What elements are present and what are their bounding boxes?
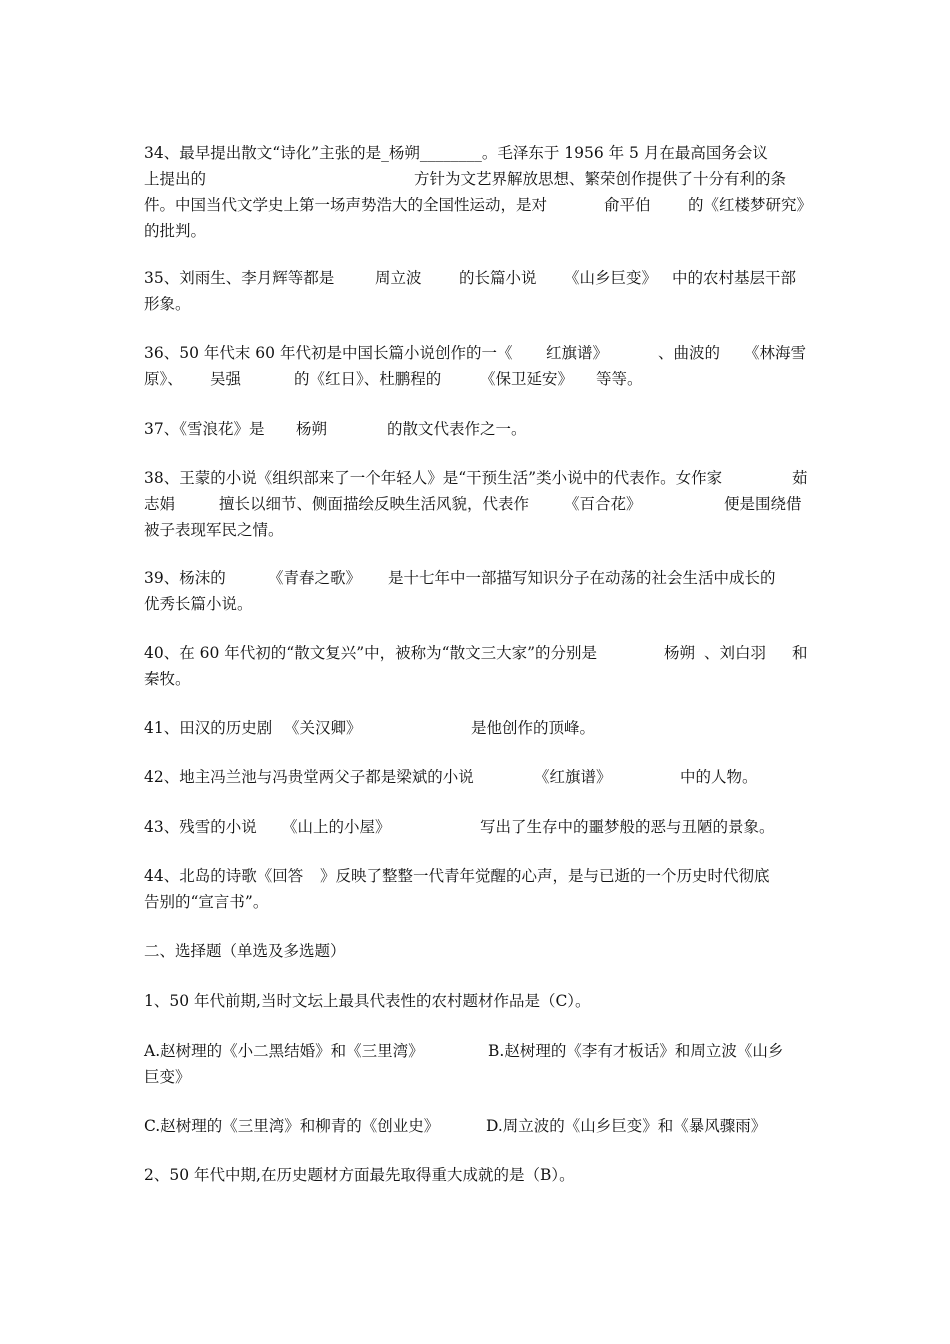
question-43 <box>144 814 808 840</box>
text: 被子表现军民之情。 <box>144 521 284 539</box>
answer-blank: 俞平伯 <box>604 196 651 214</box>
line <box>144 517 808 543</box>
line <box>144 814 808 840</box>
text: 、曲波的 <box>658 344 721 362</box>
text: 41、田汉的历史剧 <box>144 719 273 737</box>
option-a: A.赵树理的《小二黑结婚》和《三里湾》 <box>144 1042 424 1060</box>
text: 擅长以细节、侧面描绘反映生活风貌，代表作 <box>219 495 530 513</box>
question-34 <box>144 140 813 244</box>
line <box>144 366 808 392</box>
text: 的批判。 <box>144 222 207 240</box>
question-35 <box>144 265 808 317</box>
text: 便是围绕借 <box>724 495 802 513</box>
answer-blank: 杨朔 <box>664 644 696 662</box>
text: 优秀长篇小说。 <box>144 595 253 613</box>
line <box>144 889 808 915</box>
section-heading <box>144 938 808 964</box>
answer-blank: 《山乡巨变》 <box>564 269 658 287</box>
mc-question-2 <box>144 1162 808 1188</box>
line <box>144 265 808 291</box>
line <box>144 416 808 442</box>
answer-blank: 《红旗谱》 <box>534 768 612 786</box>
text: 的《红楼梦研究》 <box>688 196 813 214</box>
line <box>144 1064 808 1090</box>
text: 44、北岛的诗歌《回答 <box>144 867 304 885</box>
text: 38、王蒙的小说《组织部来了一个年轻人》是“干预生活”类小说中的代表作。女作家 <box>144 469 723 487</box>
option-b-continued: 巨变》 <box>144 1068 191 1086</box>
line <box>144 1038 808 1064</box>
text: 原》、 <box>144 370 183 388</box>
line <box>144 218 808 244</box>
answer-blank: 、刘白羽 <box>704 644 767 662</box>
line <box>144 340 808 366</box>
line <box>144 291 808 317</box>
text: 40、在 60 年代初的“散文复兴”中，被称为“散文三大家”的分别是 <box>144 644 597 662</box>
text: 形象。 <box>144 295 191 313</box>
line <box>144 166 808 192</box>
answer-blank: 《山上的小屋》 <box>282 818 391 836</box>
text: 中的农村基层干部 <box>672 269 797 287</box>
text: 的散文代表作之一。 <box>387 420 527 438</box>
line <box>144 465 808 491</box>
text: 42、地主冯兰池与冯贵堂两父子都是梁斌的小说 <box>144 768 474 786</box>
option-b: B.赵树理的《李有才板话》和周立波《山乡 <box>488 1042 784 1060</box>
line <box>144 565 808 591</box>
line <box>144 863 808 889</box>
line <box>144 1162 808 1188</box>
question-text: 2、50 年代中期,在历史题材方面最先取得重大成就的是（B）。 <box>144 1166 575 1184</box>
text: 》反映了整整一代青年觉醒的心声，是与已逝的一个历史时代彻底 <box>320 867 770 885</box>
answer-blank: 杨朔 <box>296 420 328 438</box>
answer-blank: 茹 <box>792 469 808 487</box>
answer-blank: 周立波 <box>375 269 422 287</box>
line <box>144 666 808 692</box>
text: 方针为文艺界解放思想、繁荣创作提供了十分有利的条 <box>414 170 787 188</box>
text: 告别的“宣言书”。 <box>144 893 269 911</box>
answer-blank: 吴强 <box>210 370 242 388</box>
text: 上提出的 <box>144 170 207 188</box>
question-37 <box>144 416 808 442</box>
question-38 <box>144 465 808 543</box>
line <box>144 1113 808 1139</box>
text: 中的人物。 <box>680 768 758 786</box>
line <box>144 715 808 741</box>
text: 等等。 <box>596 370 643 388</box>
heading-text: 二、选择题（单选及多选题） <box>144 942 346 960</box>
answer-blank: 《关汉卿》 <box>284 719 362 737</box>
mc-question-1 <box>144 988 808 1014</box>
mc-options-cd <box>144 1113 808 1139</box>
answer-blank: 秦牧。 <box>144 670 191 688</box>
mc-options-ab <box>144 1038 808 1090</box>
text: 37、《雪浪花》是 <box>144 420 265 438</box>
text: 35、刘雨生、李月辉等都是 <box>144 269 335 287</box>
question-42 <box>144 764 808 790</box>
line <box>144 764 808 790</box>
text: 43、残雪的小说 <box>144 818 257 836</box>
option-c: C.赵树理的《三里湾》和柳青的《创业史》 <box>144 1117 440 1135</box>
answer-blank: 红旗谱》 <box>546 344 609 362</box>
text: 是他创作的顶峰。 <box>471 719 596 737</box>
text: 写出了生存中的噩梦般的恶与丑陋的景象。 <box>480 818 775 836</box>
question-text: 1、50 年代前期,当时文坛上最具代表性的农村题材作品是（C）。 <box>144 992 591 1010</box>
text: 是十七年中一部描写知识分子在动荡的社会生活中成长的 <box>388 569 776 587</box>
text: 的长篇小说 <box>459 269 537 287</box>
question-44 <box>144 863 808 915</box>
option-d: D.周立波的《山乡巨变》和《暴风骤雨》 <box>486 1117 767 1135</box>
line <box>144 491 808 517</box>
text: 36、50 年代末 60 年代初是中国长篇小说创作的一《 <box>144 344 513 362</box>
line <box>144 192 813 218</box>
text: 件。中国当代文学史上第一场声势浩大的全国性运动，是对 <box>144 196 548 214</box>
question-40 <box>144 640 808 692</box>
text: 和 <box>792 644 808 662</box>
line <box>144 140 808 166</box>
line <box>144 640 808 666</box>
question-41 <box>144 715 808 741</box>
line <box>144 988 808 1014</box>
answer-blank: 《保卫延安》 <box>480 370 574 388</box>
text: 的《红日》、杜鹏程的 <box>294 370 442 388</box>
answer-blank: 《青春之歌》 <box>268 569 362 587</box>
text: 39、杨沫的 <box>144 569 226 587</box>
answer-blank: 《林海雪 <box>744 344 807 362</box>
line <box>144 938 808 964</box>
question-39 <box>144 565 808 617</box>
question-36 <box>144 340 808 392</box>
answer-blank: 志娟 <box>144 495 176 513</box>
text: 34、最早提出散文“诗化”主张的是_杨朔________。毛泽东于 1956 年 5 月在最高国务会议 <box>144 144 768 162</box>
line <box>144 591 808 617</box>
answer-blank: 《百合花》 <box>564 495 642 513</box>
